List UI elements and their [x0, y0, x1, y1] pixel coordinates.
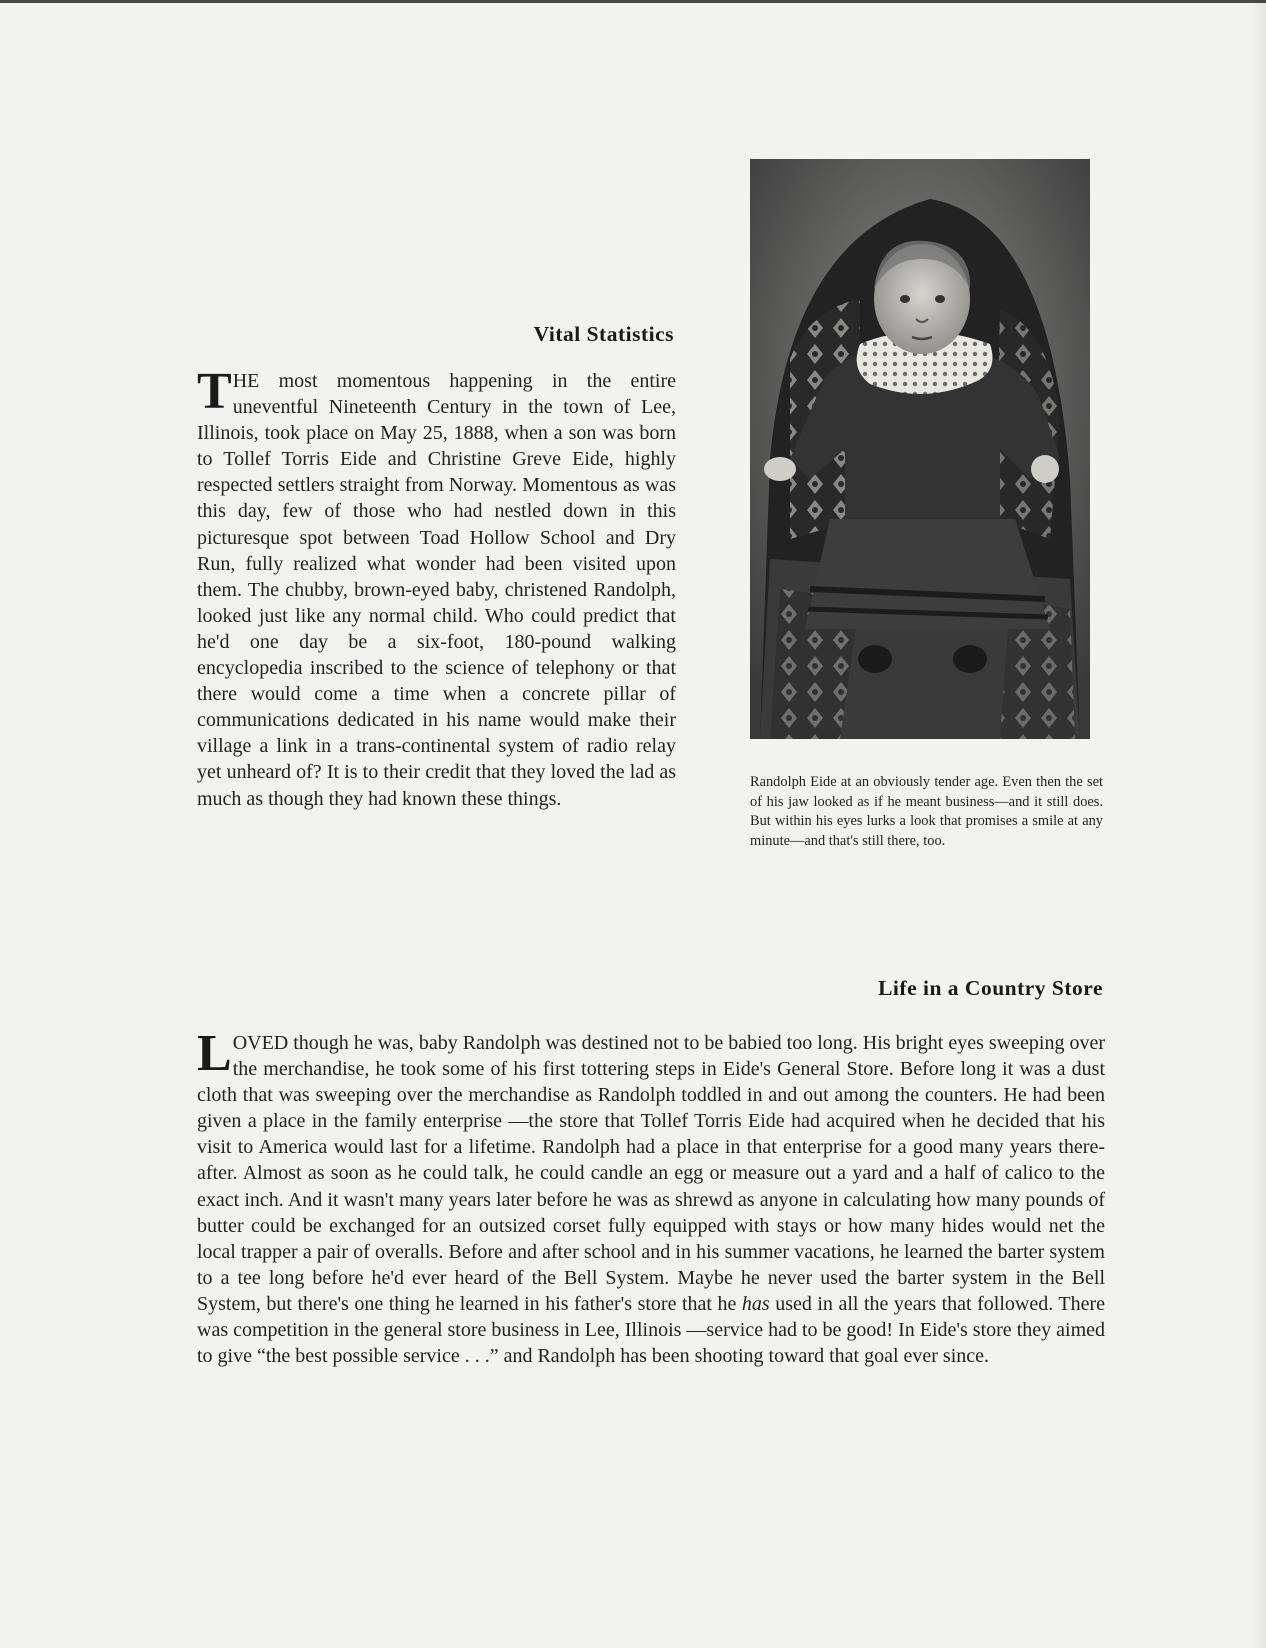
country-store-text-part1: OVED though he was, baby Randolph was destined not to be babied too long. His bright eyes sweeping over the merchandise, he took some of his first tottering steps in Eide's General Store. Before long it was a dust cloth that was sweeping over the merchandise as Randolph toddled in and out among the counters. He had been given a place in the family enterprise —the store that Tollef Torris Eide had acquired when he decided that his visit to America would last for a lifetime. Randolph had a place in that enterprise for a good many years thereafter. Almost as soon as he could talk, he could candle an egg or measure out a yard and a half of calico to the exact inch. And it wasn't many years later before he was as shrewd as anyone in calculating how many pounds of butter could be exchanged for an outsized corset fully equipped with stays or how many hides would net the local trapper a pair of overalls. Before and after school and in his summer vacations, he learned the barter system to a tee long before he'd ever heard of the Bell System. Maybe he never used the barter system in the Bell System, but there's one thing he learned in his father's store that he [197, 1032, 1105, 1315]
photo-caption: Randolph Eide at an obviously tender age. Even then the set of his jaw looked as if he meant business—and it still does. But within his eyes lurks a look that promises a smile at any minute—and that's still there, too. [750, 774, 1103, 849]
page-top-edge [0, 0, 1266, 3]
section-heading-vital-statistics: Vital Statistics [533, 322, 674, 346]
country-store-italic-word: has [741, 1292, 770, 1315]
page-right-edge [1252, 0, 1266, 1648]
baby-photo [750, 159, 1090, 739]
vital-statistics-text: HE most momentous happening in the entire uneventful Nineteenth Century in the town of Lee, Illinois, took place on May 25, 1888, when a son was born to Tollef Torris Eide and Christine Greve Eide, highly respected settlers straight from Norway. Momentous as was this day, few of those who had nestled down in this picturesque spot between Toad Hollow School and Dry Run, fully realized what wonder had been visited upon them. The chubby, brown-eyed baby, christened Randolph, looked just like any normal child. Who could predict that he'd one day be a six-foot, 180-pound walking encyclopedia inscribed to the science of telephony or that there would come a time when a concrete pillar of communications dedicated in his name would make their village a link in a trans-continental system of radio relay yet unheard of? It is to their credit that they loved the lad as much as though they had known these things. [197, 370, 676, 810]
country-store-paragraph [197, 1025, 1105, 1369]
dropcap-t: T [197, 363, 232, 420]
section-heading-life-in-a-country-store: Life in a Country Store [878, 976, 1103, 1000]
vital-statistics-paragraph [197, 363, 676, 812]
country-store-text-part2: used in all the years that followed. There was competition in the general store business in Lee, Illinois —service had to be good! In Eide's store they aimed to give “the best possible service . . .” and Randolph has been shooting toward that goal ever since. [197, 1292, 1105, 1368]
dropcap-l: L [197, 1025, 232, 1082]
baby-photo-illustration [750, 159, 1090, 739]
